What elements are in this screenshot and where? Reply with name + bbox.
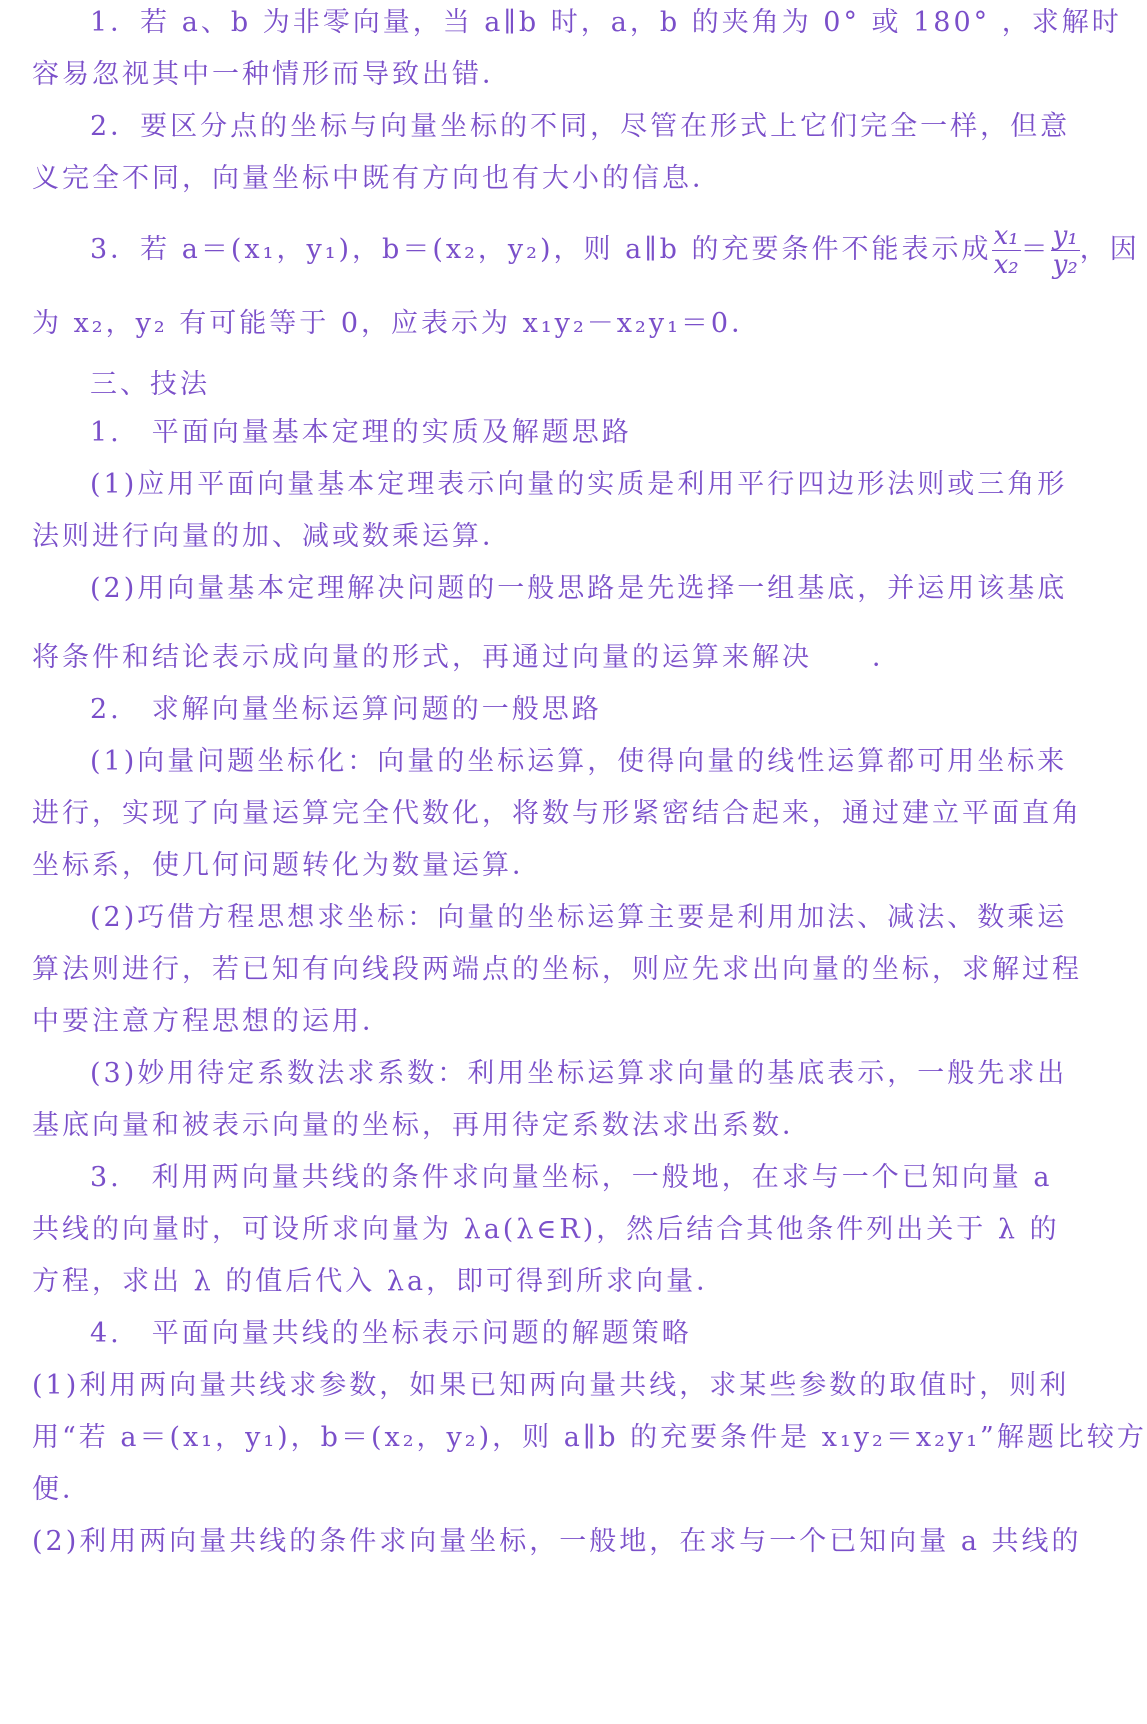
fraction-numerator: y₁	[1052, 221, 1078, 251]
fraction-x	[992, 222, 1021, 279]
fraction-y	[1051, 222, 1080, 279]
text-line: 方程，求出 λ 的值后代入 λa，即可得到所求向量．	[32, 1266, 727, 1297]
text-line: 法则进行向量的加、减或数乘运算．	[32, 521, 512, 552]
text-line: (1)向量问题坐标化：向量的坐标运算，使得向量的线性运算都可用坐标来	[90, 746, 1068, 777]
fraction-denominator: x₂	[993, 250, 1019, 280]
text-line: (2)用向量基本定理解决问题的一般思路是先选择一组基底，并运用该基底	[90, 573, 1068, 604]
text-line: 3. 利用两向量共线的条件求向量坐标，一般地，在求与一个已知向量 a	[90, 1162, 1053, 1193]
subsection-heading: 1. 平面向量基本定理的实质及解题思路	[90, 417, 632, 448]
text-segment: ，因	[1079, 234, 1140, 265]
text-segment: 3．若 a＝(x₁，y₁)，b＝(x₂，y₂)，则 a∥b 的充要条件不能表示成	[90, 234, 992, 265]
text-line: 共线的向量时，可设所求向量为 λa(λ∈R)，然后结合其他条件列出关于 λ 的	[32, 1214, 1060, 1245]
text-line: 算法则进行，若已知有向线段两端点的坐标，则应先求出向量的坐标，求解过程	[32, 954, 1082, 985]
subsection-heading: 4. 平面向量共线的坐标表示问题的解题策略	[90, 1318, 692, 1349]
text-line: (3)妙用待定系数法求系数：利用坐标运算求向量的基底表示，一般先求出	[90, 1058, 1068, 1089]
text-line: 基底向量和被表示向量的坐标，再用待定系数法求出系数．	[32, 1110, 812, 1141]
text-line: 坐标系，使几何问题转化为数量运算．	[32, 850, 542, 881]
text-line: 容易忽视其中一种情形而导致出错．	[32, 59, 512, 90]
text-line: 为 x₂，y₂ 有可能等于 0，应表示为 x₁y₂－x₂y₁＝0．	[32, 308, 762, 339]
text-line: 中要注意方程思想的运用．	[32, 1006, 392, 1037]
text-line: (1)利用两向量共线求参数，如果已知两向量共线，求某些参数的取值时，则利	[32, 1370, 1070, 1401]
section-heading: 三、技法	[90, 369, 210, 400]
text-line: 进行，实现了向量运算完全代数化，将数与形紧密结合起来，通过建立平面直角	[32, 798, 1082, 829]
text-line: 2．要区分点的坐标与向量坐标的不同，尽管在形式上它们完全一样，但意	[90, 111, 1071, 142]
subsection-heading: 2. 求解向量坐标运算问题的一般思路	[90, 694, 602, 725]
text-line: (1)应用平面向量基本定理表示向量的实质是利用平行四边形法则或三角形	[90, 469, 1068, 500]
equals-sign: ＝	[1020, 234, 1051, 265]
fraction-denominator: y₂	[1052, 250, 1078, 280]
text-line: 1．若 a、b 为非零向量，当 a∥b 时，a，b 的夹角为 0° 或 180° ，求解时	[90, 7, 1122, 38]
text-line: 用“若 a＝(x₁，y₁)，b＝(x₂，y₂)，则 a∥b 的充要条件是 x₁y₂＝x₂y₁”解题比较方	[32, 1422, 1147, 1453]
text-line: 将条件和结论表示成向量的形式，再通过向量的运算来解决 ．	[32, 642, 902, 673]
text-line: (2)巧借方程思想求坐标：向量的坐标运算主要是利用加法、减法、数乘运	[90, 902, 1068, 933]
text-line: 义完全不同，向量坐标中既有方向也有大小的信息．	[32, 163, 722, 194]
text-line-with-fraction	[0, 220, 1140, 280]
fraction-numerator: x₁	[993, 221, 1019, 251]
text-line: (2)利用两向量共线的条件求向量坐标，一般地，在求与一个已知向量 a 共线的	[32, 1526, 1082, 1557]
text-line: 便．	[32, 1474, 92, 1505]
